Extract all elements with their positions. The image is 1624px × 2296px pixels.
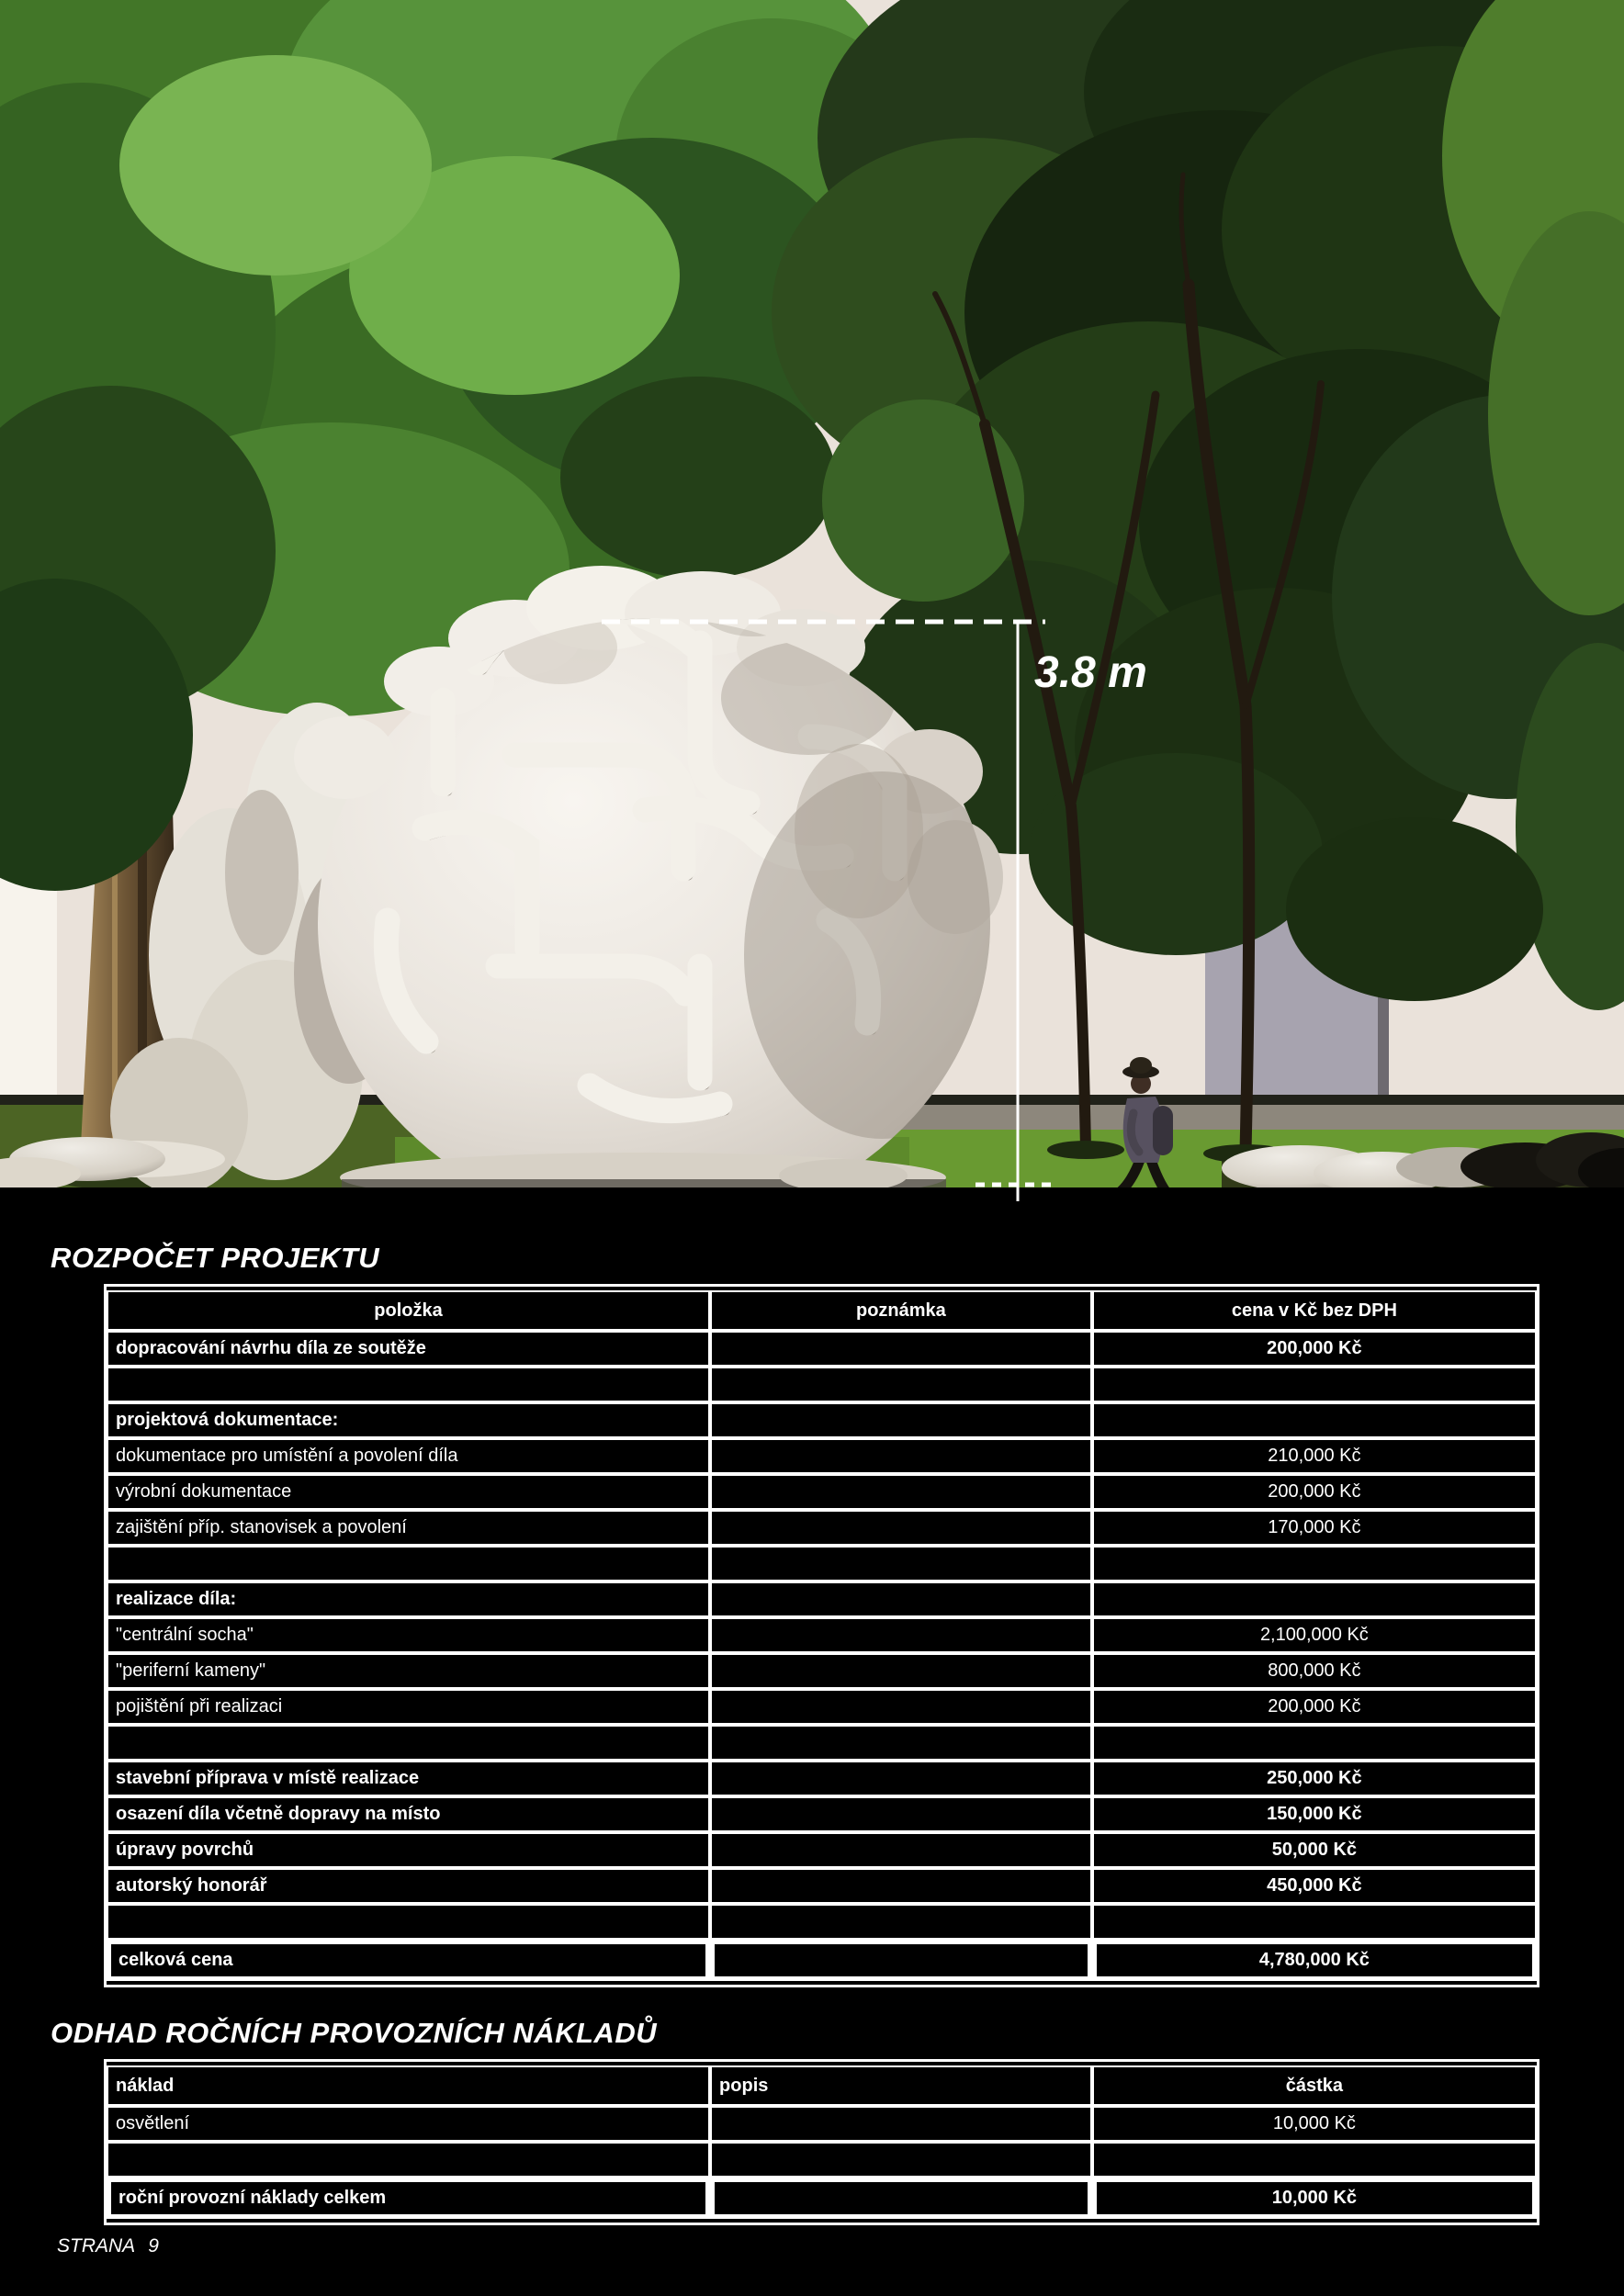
cell-item: "centrální socha" xyxy=(107,1617,710,1653)
cell-note xyxy=(710,2178,1092,2219)
col-header-note: poznámka xyxy=(710,1290,1092,1331)
cell-note xyxy=(710,1367,1092,1402)
cell-price: 50,000 Kč xyxy=(1092,1832,1537,1868)
table-row xyxy=(107,1832,1537,1868)
cell-item: osvětlení xyxy=(107,2106,710,2142)
table-row xyxy=(107,1796,1537,1832)
cell-price: 10,000 Kč xyxy=(1092,2178,1537,2219)
cell-item: autorský honorář xyxy=(107,1868,710,1904)
table-row xyxy=(107,1617,1537,1653)
cell-item xyxy=(107,1725,710,1761)
cell-note xyxy=(710,1940,1092,1981)
cell-note xyxy=(710,1510,1092,1546)
cell-item: osazení díla včetně dopravy na místo xyxy=(107,1796,710,1832)
cell-item xyxy=(107,2142,710,2178)
cell-note xyxy=(710,1832,1092,1868)
cell-note xyxy=(710,1904,1092,1940)
cell-item: roční provozní náklady celkem xyxy=(107,2178,710,2219)
cell-note xyxy=(710,1868,1092,1904)
table-row-empty xyxy=(107,1904,1537,1940)
cell-price: 2,100,000 Kč xyxy=(1092,1617,1537,1653)
budget-table xyxy=(104,1284,1539,1987)
col-header-desc: popis xyxy=(710,2065,1092,2106)
col-header-amount: částka xyxy=(1092,2065,1537,2106)
cell-item: úpravy povrchů xyxy=(107,1832,710,1868)
cell-price: 10,000 Kč xyxy=(1092,2106,1537,2142)
cell-price: 800,000 Kč xyxy=(1092,1653,1537,1689)
cell-item: dopracování návrhu díla ze soutěže xyxy=(107,1331,710,1367)
cell-item: celková cena xyxy=(107,1940,710,1981)
cell-price xyxy=(1092,1581,1537,1617)
cell-note xyxy=(710,1546,1092,1581)
cell-note xyxy=(710,1617,1092,1653)
cell-price: 200,000 Kč xyxy=(1092,1474,1537,1510)
cell-price xyxy=(1092,1546,1537,1581)
cell-price xyxy=(1092,1904,1537,1940)
height-annotation: 3.8 m xyxy=(1034,648,1147,697)
table-row-empty xyxy=(107,2142,1537,2178)
table-row xyxy=(107,1438,1537,1474)
table-row xyxy=(107,1581,1537,1617)
cell-item: dokumentace pro umístění a povolení díla xyxy=(107,1438,710,1474)
cell-note xyxy=(710,1725,1092,1761)
cell-price xyxy=(1092,1367,1537,1402)
cell-price: 450,000 Kč xyxy=(1092,1868,1537,1904)
col-header-cost: náklad xyxy=(107,2065,710,2106)
cell-price: 210,000 Kč xyxy=(1092,1438,1537,1474)
cell-note xyxy=(710,2142,1092,2178)
cell-item: "periferní kameny" xyxy=(107,1653,710,1689)
cell-note xyxy=(710,1689,1092,1725)
table-row-empty xyxy=(107,1367,1537,1402)
budget-header-row xyxy=(107,1290,1537,1331)
cell-item: zajištění příp. stanovisek a povolení xyxy=(107,1510,710,1546)
col-header-price: cena v Kč bez DPH xyxy=(1092,1290,1537,1331)
page-number: STRANA 9 xyxy=(57,2235,159,2257)
cell-item: realizace díla: xyxy=(107,1581,710,1617)
table-row-empty xyxy=(107,1546,1537,1581)
cell-price: 170,000 Kč xyxy=(1092,1510,1537,1546)
cell-price: 250,000 Kč xyxy=(1092,1761,1537,1796)
operating-section-title: ODHAD ROČNÍCH PROVOZNÍCH NÁKLADŮ xyxy=(51,2017,658,2049)
cell-price: 4,780,000 Kč xyxy=(1092,1940,1537,1981)
cell-note xyxy=(710,1438,1092,1474)
cell-item xyxy=(107,1367,710,1402)
cell-price: 150,000 Kč xyxy=(1092,1796,1537,1832)
cell-item: pojištění při realizaci xyxy=(107,1689,710,1725)
table-row xyxy=(107,1510,1537,1546)
budget-section-title: ROZPOČET PROJEKTU xyxy=(51,1242,380,1274)
cell-price: 200,000 Kč xyxy=(1092,1689,1537,1725)
table-row-empty xyxy=(107,1725,1537,1761)
cell-note xyxy=(710,2106,1092,2142)
cell-note xyxy=(710,1761,1092,1796)
cell-note xyxy=(710,1581,1092,1617)
table-row xyxy=(107,1868,1537,1904)
cell-price xyxy=(1092,1725,1537,1761)
cell-note xyxy=(710,1474,1092,1510)
table-row-total xyxy=(107,1940,1537,1981)
table-row xyxy=(107,1653,1537,1689)
cell-note xyxy=(710,1331,1092,1367)
cell-item xyxy=(107,1546,710,1581)
cell-item: stavební příprava v místě realizace xyxy=(107,1761,710,1796)
col-header-item: položka xyxy=(107,1290,710,1331)
table-row xyxy=(107,1402,1537,1438)
table-row xyxy=(107,1331,1537,1367)
operating-table xyxy=(104,2059,1539,2225)
cell-note xyxy=(710,1402,1092,1438)
cell-note xyxy=(710,1653,1092,1689)
cell-note xyxy=(710,1796,1092,1832)
cell-price xyxy=(1092,2142,1537,2178)
operating-header-row xyxy=(107,2065,1537,2106)
cell-price: 200,000 Kč xyxy=(1092,1331,1537,1367)
table-row xyxy=(107,1689,1537,1725)
cell-price xyxy=(1092,1402,1537,1438)
table-row xyxy=(107,1761,1537,1796)
table-row xyxy=(107,1474,1537,1510)
table-row-total xyxy=(107,2178,1537,2219)
cell-item: výrobní dokumentace xyxy=(107,1474,710,1510)
cell-item: projektová dokumentace: xyxy=(107,1402,710,1438)
cell-item xyxy=(107,1904,710,1940)
table-row xyxy=(107,2106,1537,2142)
